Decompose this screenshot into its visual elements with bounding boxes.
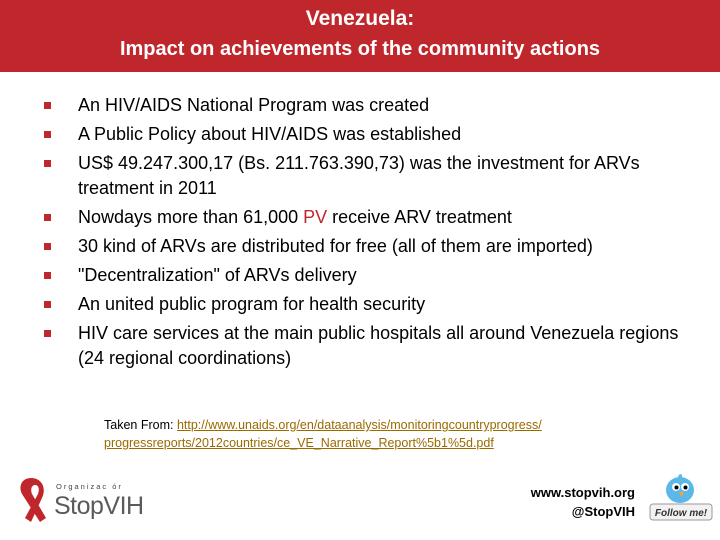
bullet-text-post: receive ARV treatment [327, 207, 512, 227]
bullet-item [42, 93, 692, 118]
slide-subtitle: Impact on achievements of the community actions [119, 38, 601, 60]
stopvih-logo [10, 474, 190, 530]
slide-header [0, 0, 720, 72]
twitter-handle[interactable]: @StopVIH [571, 504, 635, 519]
bullet-square-icon [44, 160, 51, 167]
slide-title: Venezuela: [305, 7, 415, 30]
bullet-item [42, 292, 692, 317]
bullet-item [42, 151, 692, 201]
contact-info [531, 483, 635, 521]
source-link-line2: progressreports/2012countries/ce_VE_Narrative_Report%5b1%5d.pdf [104, 436, 494, 450]
bullet-text: "Decentralization" of ARVs delivery [78, 265, 357, 285]
bullet-text: 30 kind of ARVs are distributed for free (all of them are imported) [78, 236, 593, 256]
ribbon-icon [10, 474, 52, 528]
follow-me-badge[interactable] [648, 474, 714, 530]
bullet-list [42, 93, 692, 375]
bullet-item [42, 205, 692, 230]
bullet-item [42, 234, 692, 259]
bullet-item [42, 263, 692, 288]
bullet-text: An HIV/AIDS National Program was created [78, 95, 430, 115]
bullet-square-icon [44, 272, 51, 279]
source-label: Taken From: [104, 418, 177, 432]
bullet-square-icon [44, 330, 51, 337]
bullet-text: HIV care services at the main public hospitals all around Venezuela regions (24 regional coordinations) [78, 323, 679, 368]
bullet-text: An united public program for health security [78, 294, 426, 314]
source-citation [104, 416, 684, 452]
brand-name: StopVIH [54, 492, 144, 520]
source-link-line1: http://www.unaids.org/en/dataanalysis/monitoringcountryprogress/ [176, 418, 542, 432]
bullet-text: US$ 49.247.300,17 (Bs. 211.763.390,73) was the investment for ARVs treatment in 2011 [78, 153, 640, 198]
pv-highlight: PV [303, 207, 328, 227]
bullet-square-icon [44, 214, 51, 221]
bullet-item [42, 321, 692, 371]
org-label: Organizac ór [56, 482, 123, 491]
bullet-square-icon [44, 301, 51, 308]
website-text[interactable]: www.stopvih.org [530, 485, 635, 500]
bullet-square-icon [44, 243, 51, 250]
twitter-bird-icon [666, 477, 694, 503]
bullet-text: A Public Policy about HIV/AIDS was established [78, 124, 462, 144]
bullet-square-icon [44, 131, 51, 138]
bullet-square-icon [44, 102, 51, 109]
bullet-text-pre: Nowdays more than 61,000 [78, 207, 304, 227]
follow-me-label: Follow me! [654, 508, 708, 519]
bullet-item [42, 122, 692, 147]
